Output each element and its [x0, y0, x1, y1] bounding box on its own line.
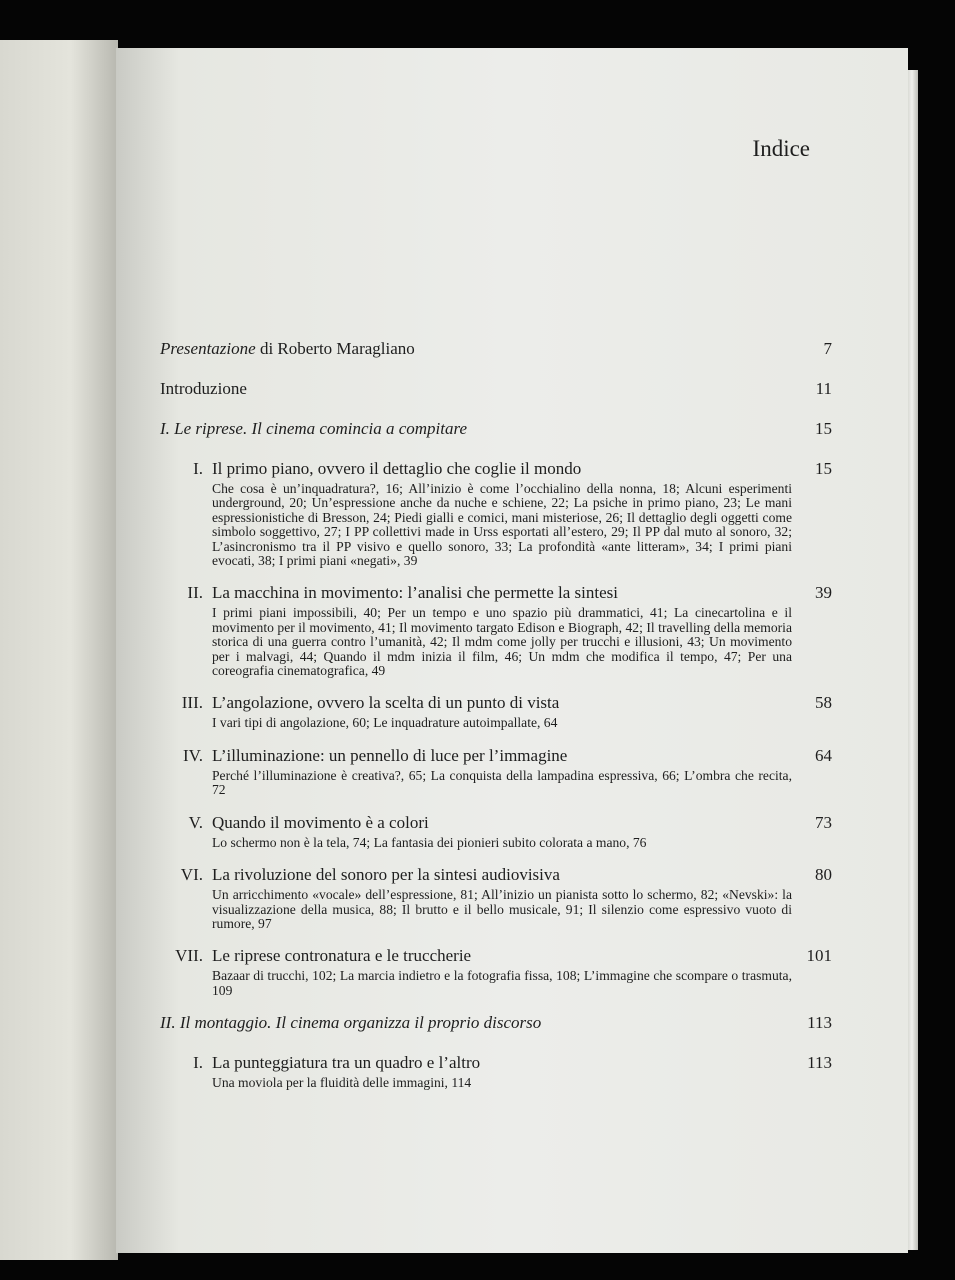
page-number: 80	[815, 865, 832, 885]
chapter-numeral: VI.	[180, 865, 203, 885]
table-of-contents	[160, 338, 830, 1105]
toc-entry	[160, 864, 830, 931]
chapter-subsections: Un arricchimento «vocale» dell’espressione, 81; All’inizio un pianista sotto lo schermo, 82; «Nevski»: la visualizzazione della musica, 88; Il brutto e il bello musicale, 91; Il silenzio come espressivo vuoto di rumore, 97	[212, 887, 792, 931]
chapter-subsections: Una moviola per la fluidità delle immagini, 114	[212, 1075, 472, 1091]
chapter-numeral: V.	[188, 812, 203, 832]
chapter-numeral: III.	[181, 693, 203, 713]
toc-entry	[160, 338, 830, 360]
toc-entry	[160, 378, 830, 400]
chapter-title: Le riprese contronatura e le truccherie	[212, 946, 472, 966]
chapter-title: La punteggiatura tra un quadro e l’altro	[212, 1053, 481, 1073]
chapter-subsections: Bazaar di trucchi, 102; La marcia indietro e la fotografia fissa, 108; L’immagine che scompare o trasmuta, 109	[212, 968, 792, 998]
toc-entry	[160, 582, 830, 678]
page-number: 73	[815, 812, 832, 832]
toc-entry	[160, 418, 830, 440]
entry-title-italic: I. Le riprese. Il cinema comincia a compitare	[160, 419, 468, 438]
page-number: 101	[806, 946, 832, 966]
entry-title: Introduzione	[160, 379, 247, 398]
page-number: 39	[815, 583, 832, 603]
book-page	[116, 48, 908, 1253]
chapter-subsections: Perché l’illuminazione è creativa?, 65; La conquista della lampadina espressiva, 66; L’ombra che recita, 72	[212, 767, 792, 798]
chapter-numeral: I.	[193, 459, 203, 478]
chapter-title: L’illuminazione: un pennello di luce per l’immagine	[212, 745, 568, 765]
page-number: 15	[815, 459, 832, 478]
chapter-title: La macchina in movimento: l’analisi che permette la sintesi	[212, 583, 618, 603]
toc-entry	[160, 1012, 830, 1034]
toc-entry	[160, 812, 830, 850]
chapter-subsections: I vari tipi di angolazione, 60; Le inquadrature autoimpallate, 64	[212, 715, 558, 731]
toc-entry	[160, 692, 830, 730]
page-number: 64	[815, 745, 832, 765]
entry-title-italic: II. Il montaggio. Il cinema organizza il proprio discorso	[160, 1013, 542, 1033]
chapter-numeral: IV.	[183, 745, 203, 765]
chapter-numeral: II.	[187, 583, 203, 603]
page-number: 113	[807, 1053, 832, 1073]
page-number: 15	[815, 419, 832, 438]
toc-entry	[160, 745, 830, 798]
facing-page	[0, 40, 118, 1260]
page-number: 58	[815, 693, 832, 713]
toc-entry	[160, 1052, 830, 1090]
chapter-title: Quando il movimento è a colori	[212, 812, 429, 832]
page-title: Indice	[752, 136, 810, 161]
page-number: 113	[807, 1013, 832, 1033]
entry-title: di Roberto Maragliano	[255, 339, 415, 358]
chapter-title: Il primo piano, ovvero il dettaglio che coglie il mondo	[212, 459, 582, 478]
chapter-subsections: Che cosa è un’inquadratura?, 16; All’inizio è come l’occhialino della nonna, 18; Alcuni esperimenti underground, 20; Un’espressione anche da nuche e schiene, 22; La psiche in primo piano, 23; Le mani espressionistiche di Bresson, 24; Piedi gialli e comici, mani misteriose, 26; Il dettaglio degli oggetti come simbolo soggettivo, 27; I PP collettivi made in Urss esportati all’estero, 29; Il PP dal muto al sonoro, 32; L’asincronismo tra il PP visivo e quello sonoro, 33; La profondità «ante litteram», 34; I primi piani evocati, 38; I primi piani «negati», 39	[212, 481, 792, 569]
entry-title-italic: Presentazione	[160, 339, 256, 358]
chapter-subsections: Lo schermo non è la tela, 74; La fantasia dei pionieri subito colorata a mano, 76	[212, 834, 647, 850]
toc-entry	[160, 945, 830, 998]
chapter-title: L’angolazione, ovvero la scelta di un punto di vista	[212, 693, 560, 713]
chapter-subsections: I primi piani impossibili, 40; Per un tempo e uno spazio più drammatici, 41; La cinecartolina e il movimento per il movimento, 41; Il movimento targato Edison e Biograph, 42; Il travelling della memoria storica di una guerra contro l’umanità, 42; Il mdm come jolly per trucchi e illusioni, 43; Un movimento per i malvagi, 44; Quando il mdm inizia il film, 46; Un mdm che modifica il tempo, 47; Per una coreografia cinematografica, 49	[212, 605, 792, 679]
chapter-numeral: I.	[193, 1053, 203, 1073]
toc-entry	[160, 458, 830, 568]
chapter-title: La rivoluzione del sonoro per la sintesi audiovisiva	[212, 865, 560, 885]
page-number: 7	[823, 339, 832, 358]
page-number: 11	[815, 379, 832, 398]
chapter-numeral: VII.	[175, 946, 203, 966]
